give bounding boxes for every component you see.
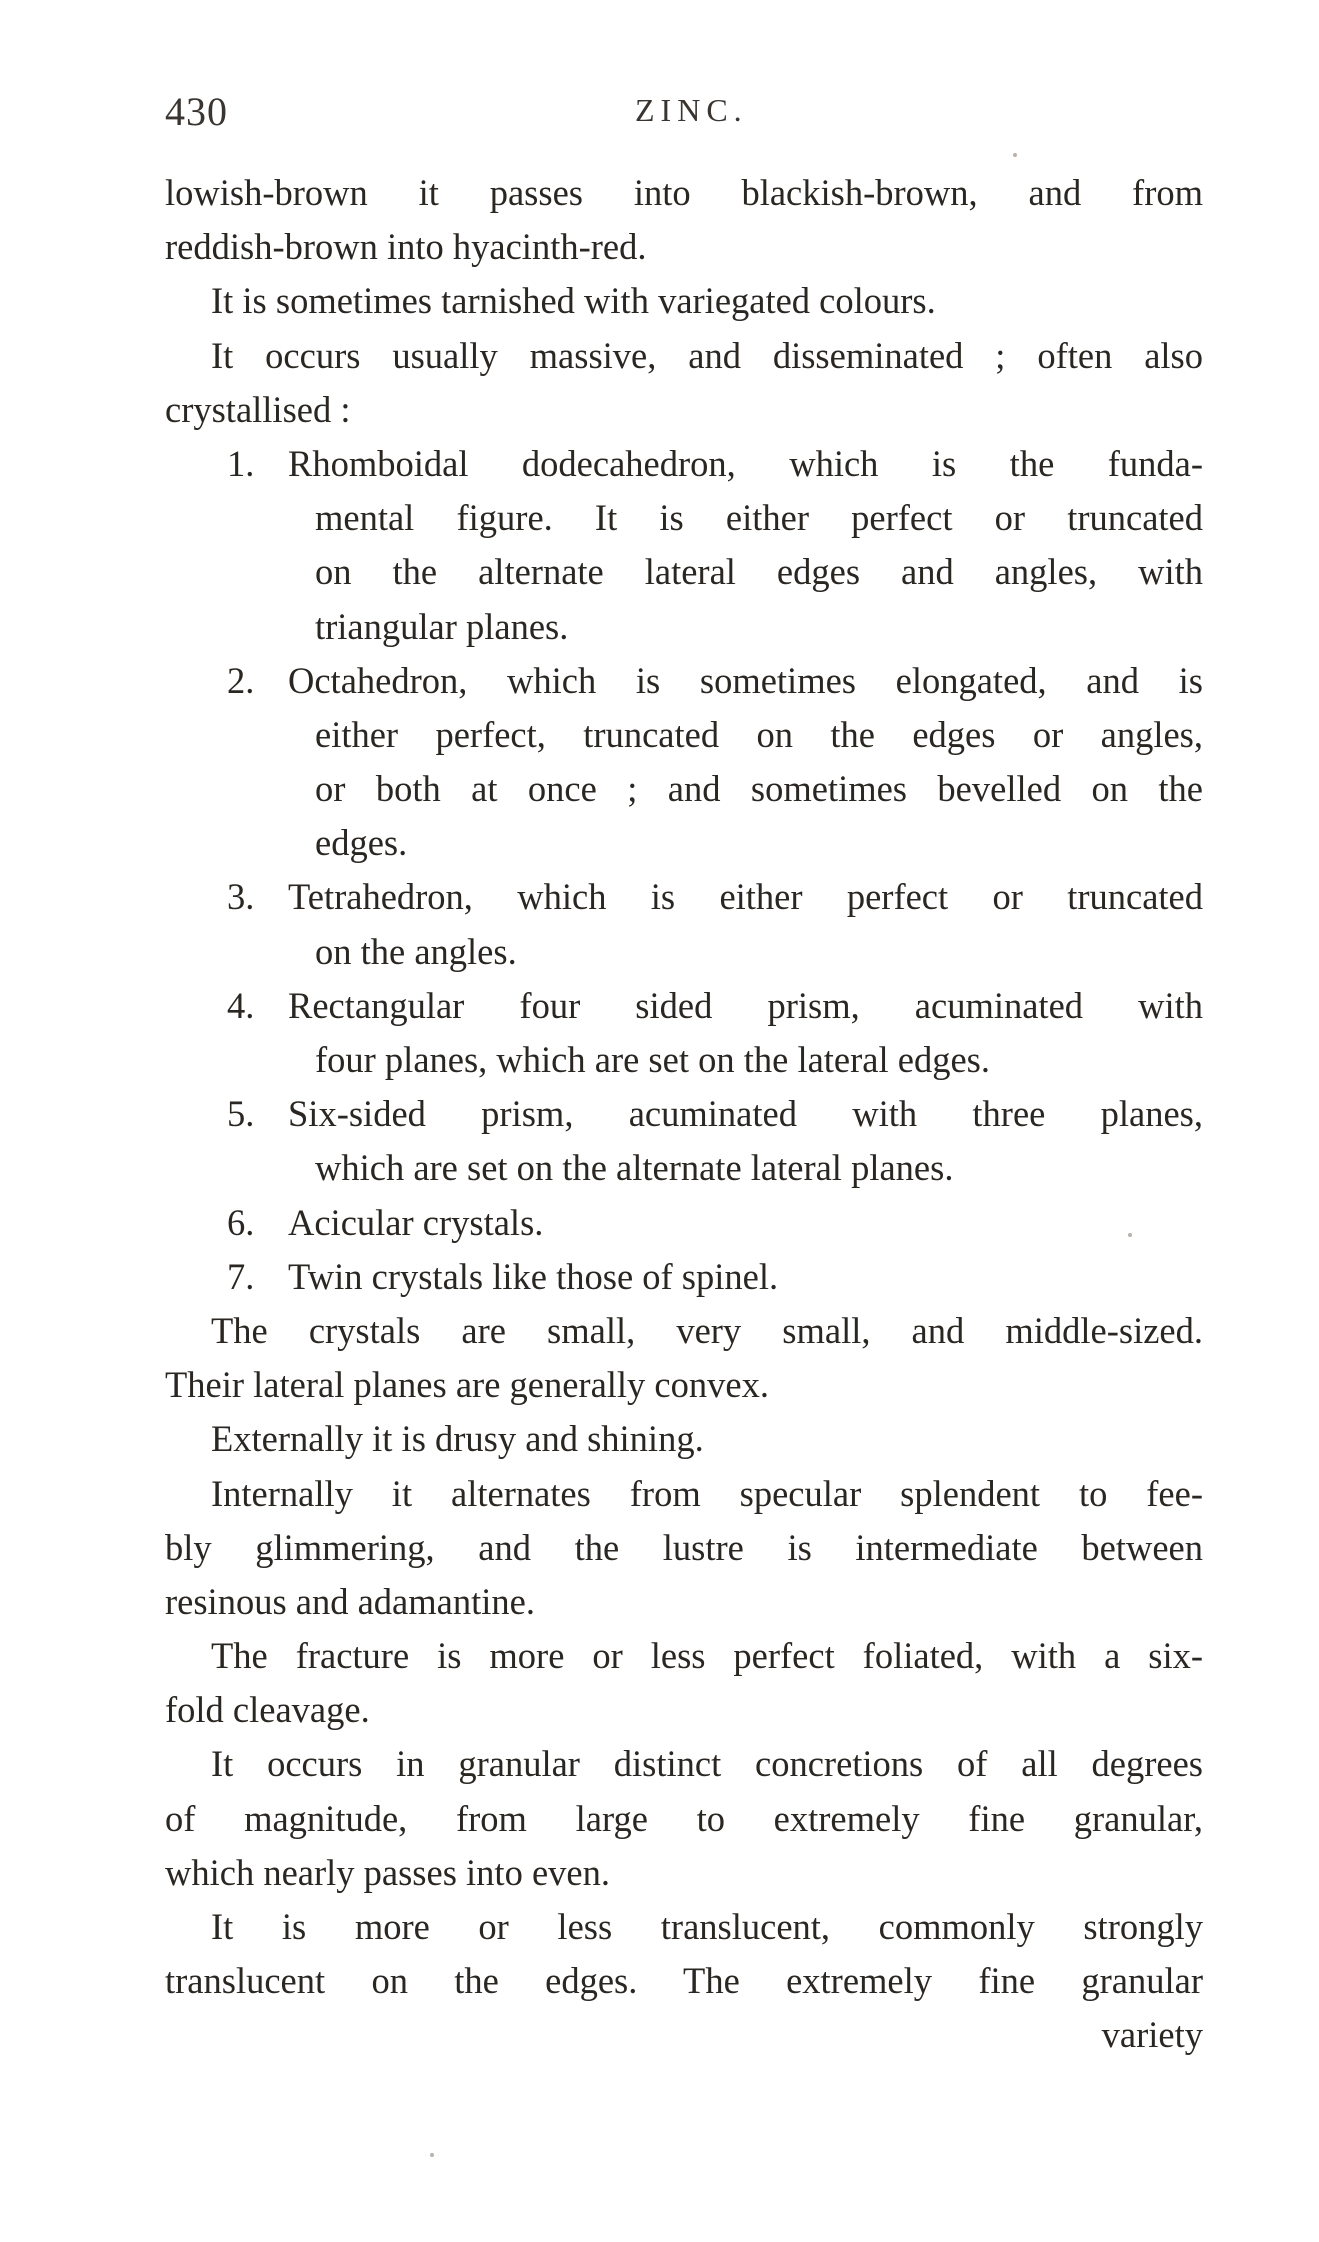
list-item-line: triangular planes. [315, 605, 569, 647]
item-text: Tetrahedron, which is either perfect or truncated [288, 876, 1203, 918]
page-number: 430 [165, 89, 228, 134]
text-line: The fracture is more or less perfect foliated, with a six- [211, 1635, 1203, 1677]
paper-speck [1013, 153, 1017, 157]
text-line: reddish-brown into hyacinth-red. [165, 226, 647, 268]
text-line: It occurs usually massive, and disseminated ; often also [211, 334, 1203, 376]
list-item-line: either perfect, truncated on the edges or angles, [315, 713, 1203, 755]
list-item-line: 3. Tetrahedron, which is either perfect or truncated [227, 876, 1203, 918]
item-text: Acicular crystals. [288, 1201, 544, 1243]
item-text: Six-sided prism, acuminated with three planes, [288, 1093, 1203, 1135]
text-line: It is more or less translucent, commonly strongly [211, 1906, 1203, 1947]
list-item-line: on the alternate lateral edges and angles, with [315, 551, 1203, 593]
paper-speck [1128, 1233, 1132, 1237]
item-text: Twin crystals like those of spinel. [288, 1255, 779, 1297]
text-line: Their lateral planes are generally convex. [165, 1364, 769, 1406]
list-item-line: four planes, which are set on the lateral edges. [315, 1039, 990, 1080]
list-item-line: edges. [315, 822, 408, 864]
list-item-line: on the angles. [315, 930, 517, 972]
text-line: resinous and adamantine. [165, 1580, 535, 1622]
text-line: crystallised : [165, 388, 351, 430]
catchword: variety [1101, 2014, 1203, 2056]
list-item-line: 6. Acicular crystals. [227, 1201, 544, 1243]
text-line: lowish-brown it passes into blackish-brown, and from [165, 172, 1203, 213]
list-item-line: which are set on the alternate lateral planes. [315, 1147, 954, 1189]
list-item-line: 1. Rhomboidal dodecahedron, which is the funda- [227, 442, 1203, 484]
text-line: The crystals are small, very small, and middle-sized. [211, 1309, 1203, 1351]
body-text [165, 166, 1203, 2063]
running-title: ZINC. [635, 92, 748, 128]
text-line: Internally it alternates from specular splendent to fee- [211, 1472, 1203, 1514]
item-text: Rhomboidal dodecahedron, which is the funda- [288, 442, 1203, 484]
text-line: Externally it is drusy and shining. [211, 1418, 704, 1460]
item-text: Rectangular four sided prism, acuminated with [288, 984, 1203, 1026]
text-line: of magnitude, from large to extremely fine granular, [165, 1797, 1203, 1839]
list-item-line: 2. Octahedron, which is sometimes elongated, and is [227, 659, 1203, 701]
text-line: translucent on the edges. The extremely fine granular [165, 1960, 1203, 2002]
text-line: It occurs in granular distinct concretions of all degrees [211, 1743, 1203, 1785]
item-text: Octahedron, which is sometimes elongated, and is [288, 659, 1203, 701]
list-item-line: 7. Twin crystals like those of spinel. [227, 1255, 779, 1297]
list-item-line: mental figure. It is either perfect or truncated [315, 497, 1203, 539]
list-item-line: 4. Rectangular four sided prism, acuminated with [227, 984, 1203, 1026]
text-line: fold cleavage. [165, 1689, 370, 1731]
list-item-line: 5. Six-sided prism, acuminated with three planes, [227, 1093, 1203, 1135]
running-head [165, 88, 1200, 138]
text-line: It is sometimes tarnished with variegated colours. [211, 280, 936, 322]
paper-speck [430, 2153, 434, 2157]
list-item-line: or both at once ; and sometimes bevelled on the [315, 768, 1203, 810]
text-line: which nearly passes into even. [165, 1851, 610, 1893]
text-line: bly glimmering, and the lustre is intermediate between [165, 1526, 1203, 1568]
